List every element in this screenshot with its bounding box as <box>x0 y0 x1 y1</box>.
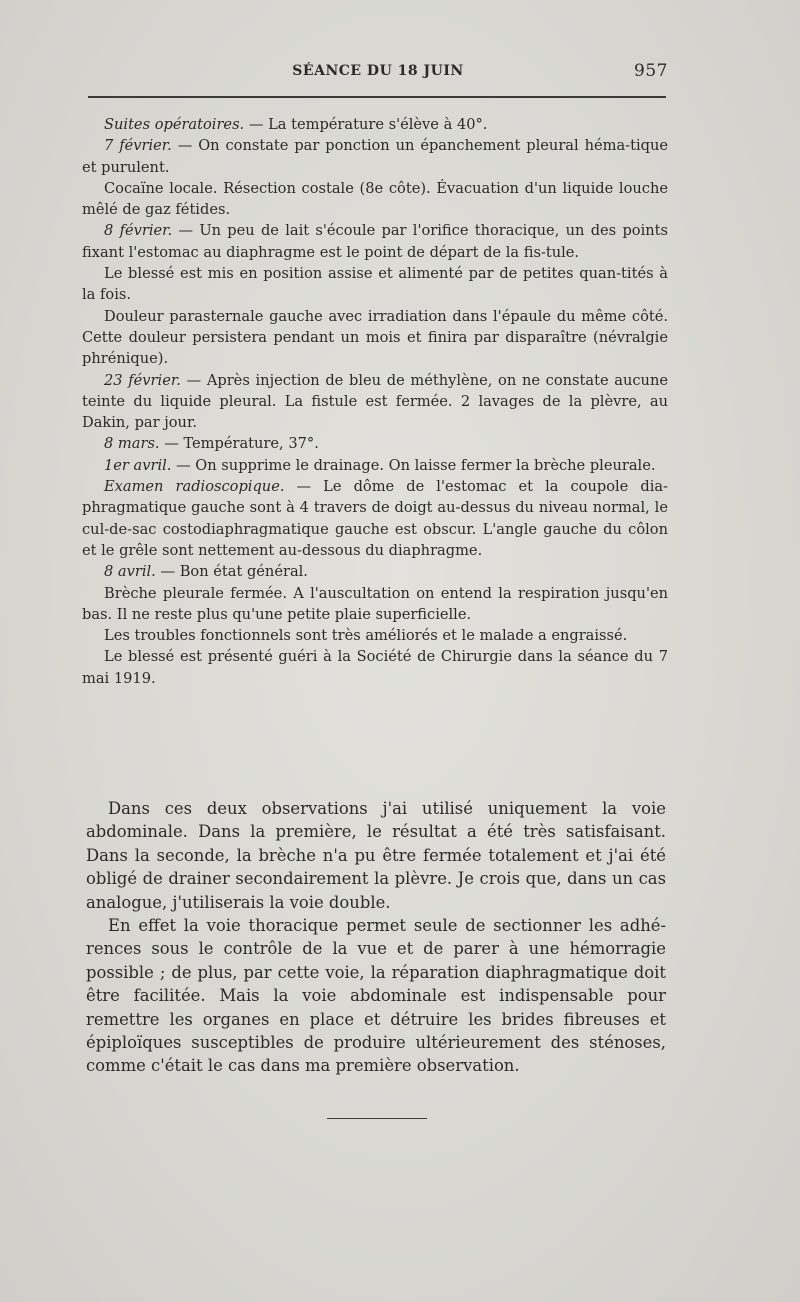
case-note <box>82 583 668 626</box>
case-note-label: Suites opératoires. <box>104 116 245 133</box>
case-note-text: Le blessé est présenté guéri à la Société de Chirurgie dans la séance du 7 mai 1919. <box>82 648 668 687</box>
case-note-text: Cocaïne locale. Résection costale (8e côte). Évacuation d'un liquide louche mêlé de gaz fétides. <box>82 179 668 219</box>
case-note <box>82 178 668 221</box>
end-rule <box>327 1118 427 1119</box>
case-note-text: Les troubles fonctionnels sont très améliorés et le malade a engraissé. <box>104 627 628 645</box>
case-note-label: 8 février. <box>104 222 173 240</box>
page-header <box>88 60 668 86</box>
case-notes <box>82 114 668 689</box>
case-note-label: 8 mars. <box>104 435 160 453</box>
case-note-text: — On constate par ponction un épanchement pleural héma-tique et purulent. <box>82 137 668 176</box>
case-note-text: — La température s'élève à 40°. <box>244 116 488 133</box>
case-note <box>82 625 668 646</box>
running-head: SÉANCE DU 18 JUIN <box>292 63 464 79</box>
case-note-text: — Le dôme de l'estomac et la coupole dia-phragmatique gauche sont à 4 travers de doigt au-dessus du niveau normal, le cul-de-sac costodiaphragmatique gauche est obscur. L'angle gauche du côlon et le grêle sont nettement au-dessous du diaphragme. <box>82 478 668 559</box>
case-note <box>82 370 668 434</box>
case-note <box>82 220 668 263</box>
case-note <box>82 433 668 454</box>
case-note-text: — On supprime le drainage. On laisse fermer la brèche pleurale. <box>171 456 656 474</box>
page-number: 957 <box>634 61 668 81</box>
body-paragraph: Dans ces deux observations j'ai utilisé uniquement la voie abdominale. Dans la première, le résultat a été très satisfaisant. Dans la seconde, la brèche n'a pu être fermée totalement et j'ai été obligé de drainer secondairement la plèvre. Je crois que, dans un cas analogue, j'utiliserais la voie double. <box>86 799 666 912</box>
case-note-label: Examen radioscopique. <box>104 478 285 496</box>
body-paragraph: En effet la voie thoracique permet seule de sectionner les adhé-rences sous le contrôle de la vue et de parer à une hémorragie possible ; de plus, par cette voie, la réparation diaphragmatique doit être facilitée. Mais la voie abdominale est indispensable pour remettre les organes en place et détruire les brides fibreuses et épiploïques susceptibles de produire ultérieurement des sténoses, comme c'était le cas dans ma première observation. <box>86 916 666 1076</box>
case-note <box>82 476 668 561</box>
case-note-text: — Bon état général. <box>155 563 308 581</box>
case-note-text: Le blessé est mis en position assise et alimenté par de petites quan-tités à la fois. <box>82 265 668 304</box>
case-note-text: — Après injection de bleu de méthylène, on ne constate aucune teinte du liquide pleural. La fistule est fermée. 2 lavages de la plèvre, au Dakin, par jour. <box>82 371 668 432</box>
case-note-text: Brèche pleurale fermée. A l'auscultation on entend la respiration jusqu'en bas. Il ne reste plus qu'une petite plaie superficielle. <box>82 584 668 623</box>
case-note-label: 8 avril. <box>104 563 156 581</box>
case-note-text: Douleur parasternale gauche avec irradiation dans l'épaule du même côté. Cette douleur persistera pendant un mois et finira par disparaître (névralgie phrénique). <box>82 307 668 368</box>
case-note <box>82 455 668 476</box>
case-note-label: 7 février. <box>104 137 172 155</box>
case-note <box>82 306 668 370</box>
case-note <box>82 114 668 135</box>
body-text <box>86 797 666 1078</box>
case-note <box>82 135 668 178</box>
case-note <box>82 561 668 582</box>
case-note-label: 1er avril. <box>104 456 172 474</box>
case-note <box>82 263 668 306</box>
case-note-label: 23 février. <box>104 371 181 389</box>
case-note-text: — Température, 37°. <box>159 435 319 453</box>
header-rule <box>88 96 666 98</box>
case-note <box>82 646 668 689</box>
case-note-text: — Un peu de lait s'écoule par l'orifice thoracique, un des points fixant l'estomac au diaphragme est le point de départ de la fis-tule. <box>82 222 669 261</box>
